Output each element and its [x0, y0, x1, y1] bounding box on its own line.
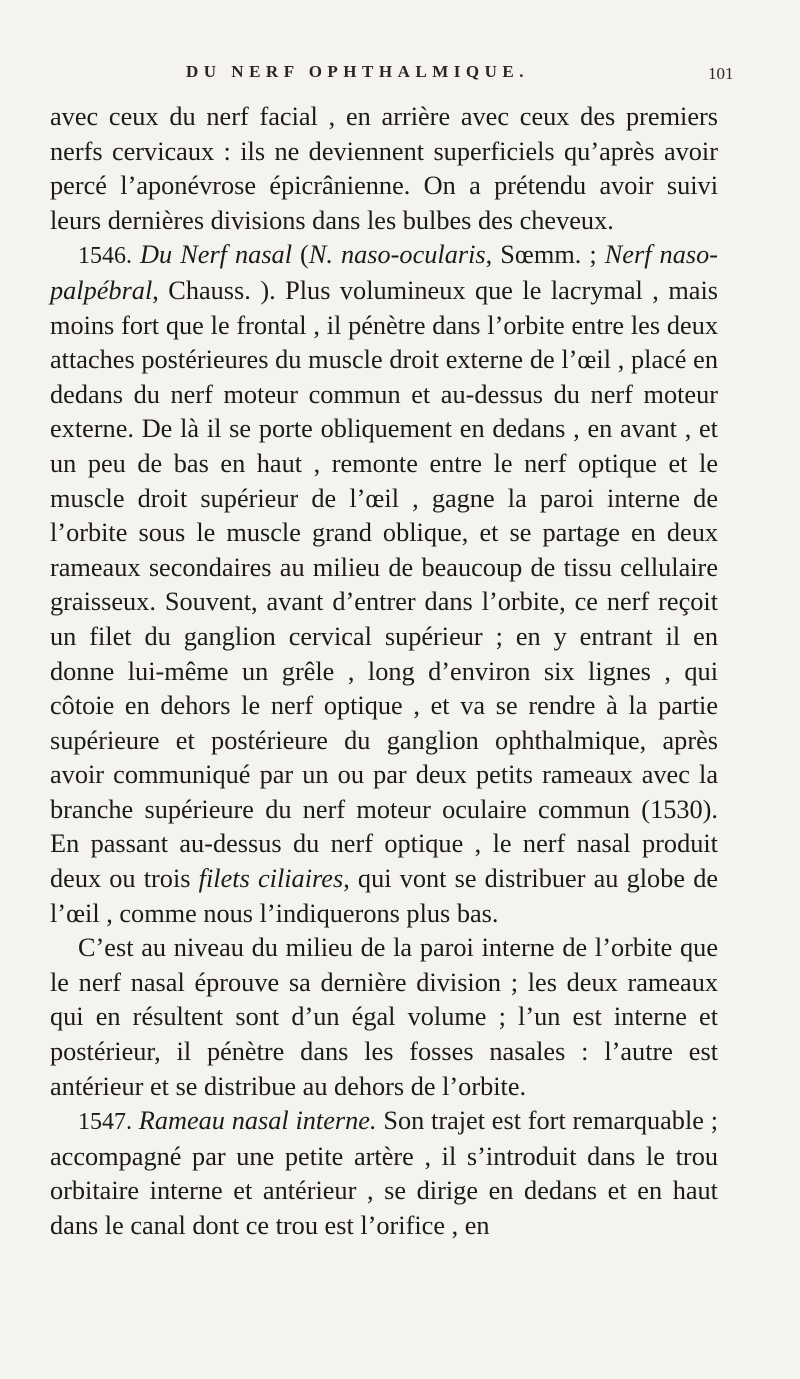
paragraph-continuation: [50, 100, 718, 238]
author-chaussier: , Chauss. ).: [152, 275, 276, 305]
paragraph-text-after: , qui vont se distribuer au globe de l’œil , comme nous l’indiquerons plus bas.: [50, 864, 719, 928]
author-soemmerring: , Sœmm. ;: [485, 240, 605, 270]
paragraph-1546: [50, 238, 718, 931]
paragraph-1547: [50, 1104, 718, 1243]
paragraph-text: Plus volumineux que le lacrymal , mais moins fort que le frontal , il pénètre dans l’orbite entre les deux attaches postérieures du muscle droit externe de l’œil , placé en dedans du nerf moteur commun et au-dessus du nerf moteur externe. De là il se porte obliquement en dedans , en avant , et un peu de bas en haut , remonte entre le nerf optique et le muscle droit supérieur de l’œil , gagne la paroi interne de l’orbite sous le muscle grand oblique, et se partage en deux rameaux secondaires au milieu de beaucoup de tissu cellulaire graisseux. Souvent, avant d’entrer dans l’orbite, ce nerf reçoit un filet du ganglion cervical supérieur ; en y entrant il en donne lui-même un grêle , long d’environ six lignes , qui côtoie en dehors le nerf optique , et va se rendre à la partie supérieure et postérieure du ganglion ophthalmique, après avoir communiqué par un ou par deux petits rameaux avec la branche supérieure du nerf moteur oculaire commun (1530). En passant au-dessus du nerf optique , le nerf nasal produit deux ou trois: [50, 275, 719, 894]
paragraph-division: [50, 931, 718, 1104]
section-number: 1546.: [78, 243, 132, 270]
section-number: 1547.: [78, 1109, 132, 1136]
section-heading: Rameau nasal interne.: [138, 1106, 377, 1136]
emphasis-term: filets ciliaires: [198, 864, 344, 894]
synonym-chaussier: Nerf naso-palpébral: [50, 240, 718, 305]
running-head-title: DU NERF OPHTHALMIQUE.: [186, 62, 529, 81]
synonym-soemmerring: N. naso-ocularis: [308, 240, 486, 270]
section-heading: Du Nerf nasal: [140, 240, 293, 270]
page-number: 101: [708, 64, 734, 83]
paragraph-text: C’est au niveau du milieu de la paroi interne de l’orbite que le nerf nasal éprouve sa dernière division ; les deux rameaux qui en résultent sont d’un égal volume ; l’un est interne et postérieur, il pénètre dans les fosses nasales : l’autre est antérieur et se distribue au dehors de l’orbite.: [50, 933, 718, 1101]
paragraph-text: avec ceux du nerf facial , en arrière avec ceux des premiers nerfs cervicaux : ils ne deviennent superficiels qu’après avoir percé l’aponévrose épicrânienne. On a prétendu avoir suivi leurs dernières divisions dans les bulbes des cheveux.: [50, 102, 718, 235]
body-text: [50, 100, 718, 1244]
paren-open: (: [292, 240, 309, 270]
running-head: [0, 62, 800, 92]
paragraph-text: Son trajet est fort remarquable ; accompagné par une petite artère , il s’introduit dans le trou orbitaire interne et antérieur , se dirige en dedans et en haut dans le canal dont ce trou est l’orifice , en: [50, 1106, 719, 1240]
